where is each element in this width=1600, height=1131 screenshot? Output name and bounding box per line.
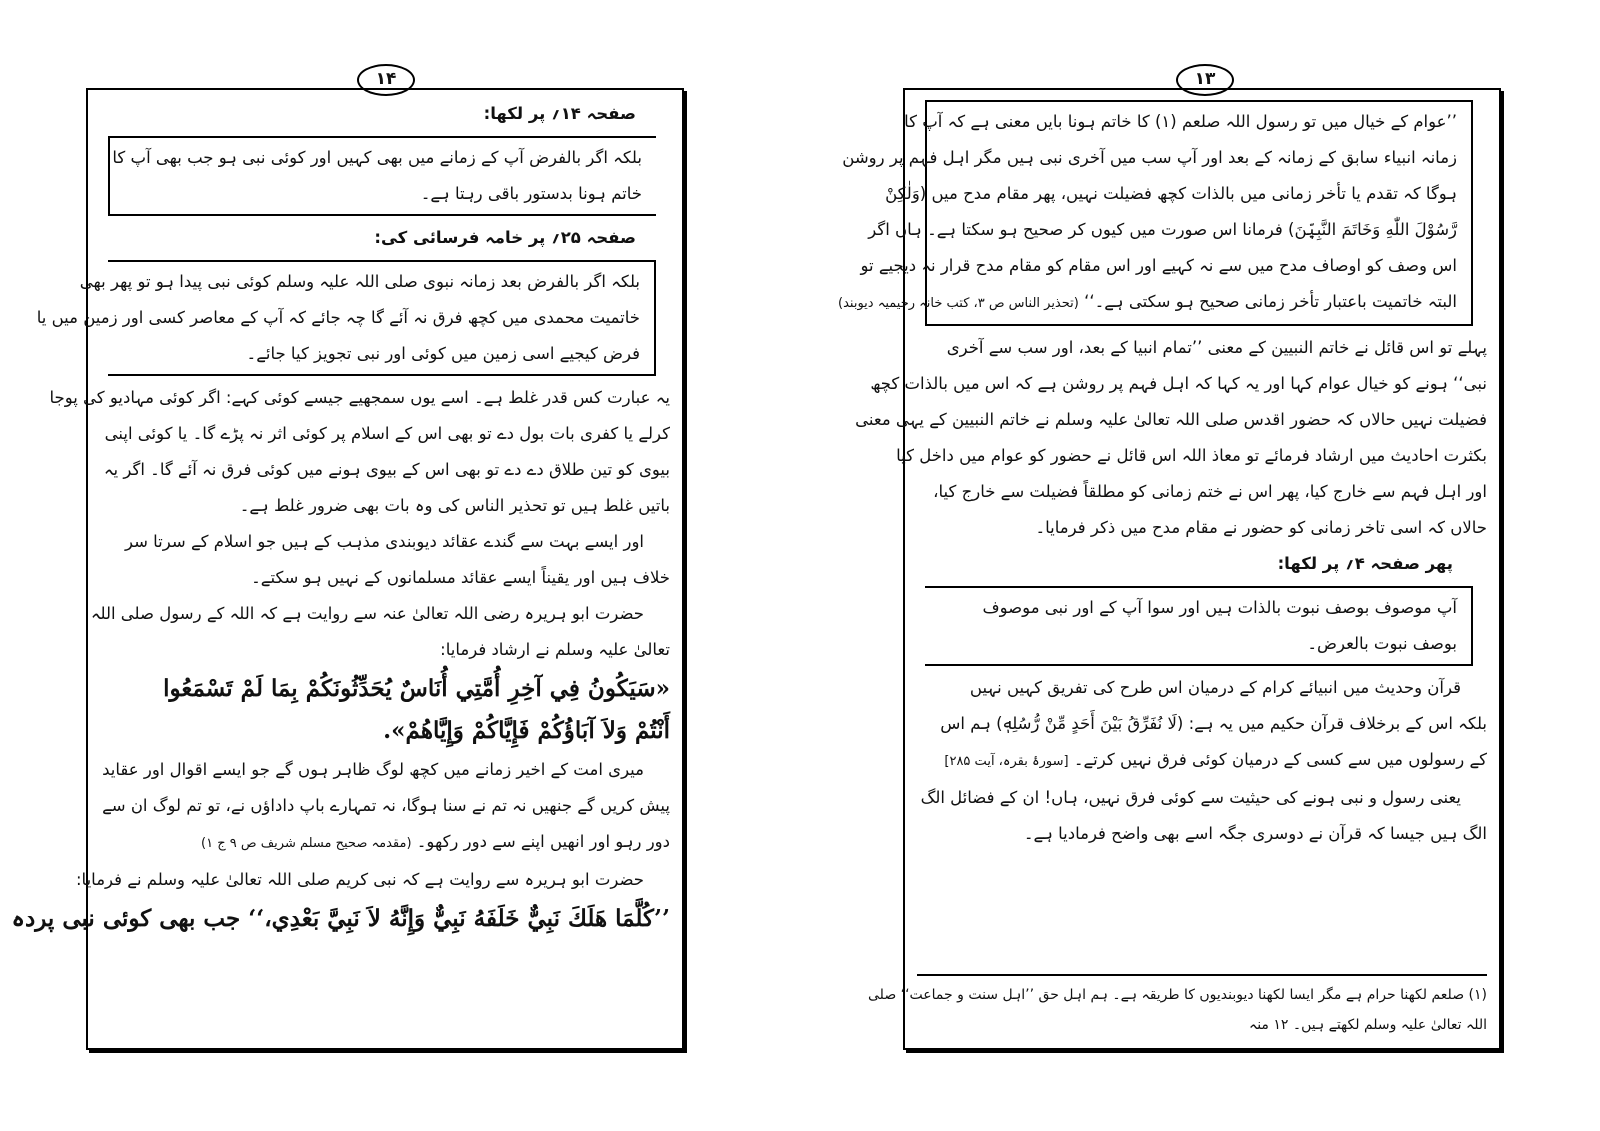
paragraph-line: فضیلت نہیں حالاں کہ حضور اقدس صلی اللہ تعالیٰ علیہ وسلم نے خاتم النبیین کے یہی معنی [855, 410, 1487, 429]
paragraph-line: پیش کریں گے جنھیں نہ تم نے سنا ہوگا، نہ تمہارے باپ داداؤں نے، تو تم لوگ ان سے [102, 796, 670, 815]
quote-line: خاتمیت محمدی میں کچھ فرق نہ آئے گا چہ جائے کہ آپ کے معاصر کسی اور زمین میں یا [36, 308, 640, 327]
quote-line: آپ موصوف بوصف نبوت بالذات ہیں اور سوا آپ کے اور نبی موصوف [982, 598, 1457, 617]
paragraph-line: اور ایسے بہت سے گندے عقائد دیوبندی مذہب کے ہیں جو اسلام کے سرتا سر [124, 532, 644, 551]
quote-line: ہوگا کہ تقدم یا تأخر زمانی میں بالذات کچھ فضیلت نہیں، پھر مقام مدح میں (وَلٰكِنْ [885, 184, 1457, 203]
reference-citation: (تحذیر الناس ص ۳، کتب خانہ رحیمیہ دیوبند) [838, 296, 1079, 311]
quote-text: البتہ خاتمیت باعتبار تأخر زمانی صحیح ہو سکتی ہے۔‘‘ [1084, 292, 1457, 311]
paragraph-line: قرآن وحدیث میں انبیائے کرام کے درمیان اس طرح کی تفریق کہیں نہیں [969, 678, 1461, 697]
footnote-line: (۱) صلعم لکھنا حرام ہے مگر ایسا لکھنا دیوبندیوں کا طریقہ ہے۔ ہم اہل حق ’’اہل سنت و جماعت‘‘ صلی [868, 987, 1487, 1003]
left-page-content [11, 96, 670, 940]
paragraph-line: حالاں کہ اسی تاخر زمانی کو حضور نے مقام مدح میں ذکر فرمایا۔ [1035, 518, 1487, 537]
paragraph-line: الگ ہیں جیسا کہ قرآن نے دوسری جگہ اسے بھی واضح فرمادیا ہے۔ [1023, 824, 1487, 843]
page-number-right: ۱۳ [1176, 64, 1234, 96]
footnote-line: اللہ تعالیٰ علیہ وسلم لکھتے ہیں۔ ۱۲ منہ [1248, 1017, 1487, 1033]
quote-line: بلکہ اگر بالفرض آپ کے زمانے میں بھی کہیں اور کوئی نبی ہو جب بھی آپ کا [112, 148, 642, 167]
quote-box-1 [108, 136, 656, 216]
page-number-left: ۱۴ [357, 64, 415, 96]
heading-page4: پھر صفحہ ۴؍ پر لکھا: [1277, 554, 1453, 573]
hadith-arabic-line: «سَيَكُونُ فِي آخِرِ أُمَّتِي أُنَاسٌ يُحَدِّثُونَكُمْ بِمَا لَمْ تَسْمَعُوا [163, 675, 670, 702]
paragraph-line: حضرت ابو ہریرہ سے روایت ہے کہ نبی کریم صلی اللہ تعالیٰ علیہ وسلم نے فرمایا: [76, 870, 644, 889]
paragraph-line: پہلے تو اس قائل نے خاتم النبیین کے معنی ’’تمام انبیا کے بعد، اور سب سے آخری [946, 338, 1487, 357]
reference-citation: (مقدمہ صحیح مسلم شریف ص ۹ ج ۱) [201, 836, 412, 851]
paragraph-line: باتیں غلط ہیں تو تحذیر الناس کی وہ بات بھی ضرور غلط ہے۔ [239, 496, 670, 515]
paragraph-line: یہ عبارت کس قدر غلط ہے۔ اسے یوں سمجھیے جیسے کوئی کہے: اگر کوئی مہادیو کی پوجا [49, 388, 670, 407]
paragraph-line: اور اہل فہم سے خارج کیا، پھر اس نے ختم زمانی کو مطلقاً فضیلت سے خارج کیا، [933, 482, 1487, 501]
paragraph-line [100, 824, 670, 862]
quote-line: بلکہ اگر بالفرض بعد زمانہ نبوی صلی اللہ علیہ وسلم کوئی نبی پیدا ہو تو پھر بھی [79, 272, 640, 291]
paragraph-text: کے رسولوں میں سے کسی کے درمیان کوئی فرق نہیں کرتے۔ [1073, 750, 1487, 769]
quote-line: فرض کیجیے اسی زمین میں کوئی اور نبی تجویز کیا جائے۔ [246, 344, 640, 363]
reference-citation: [سورۂ بقرہ، آیت ۲۸۵] [944, 754, 1069, 769]
quote-line: زمانہ انبیاء سابق کے زمانہ کے بعد اور آپ سب میں آخری نبی ہیں مگر اہل فہم پر روشن [842, 148, 1457, 167]
paragraph-line: بکثرت احادیث میں ارشاد فرمائے تو معاذ اللہ اس قائل نے حضور کو عوام میں داخل کیا [896, 446, 1487, 465]
paragraph-text: دور رہو اور انھیں اپنے سے دور رکھو۔ [416, 832, 670, 851]
quote-box-2 [36, 260, 656, 376]
right-page-content [838, 96, 1487, 852]
quote-line: ’’عوام کے خیال میں تو رسول اللہ صلعم (۱) کا خاتم ہونا بایں معنی ہے کہ آپ کا [904, 112, 1457, 131]
right-page [838, 88, 1501, 1050]
paragraph-line: نبی‘‘ ہونے کو خیال عوام کہا اور یہ کہا کہ اہل فہم پر روشن ہے کہ اس میں بالذات کچھ [870, 374, 1487, 393]
hadith-arabic-line: أَنْتُمْ وَلاَ آبَاؤُكُمْ فَإِيَّاكُمْ وَإِيَّاهُمْ». [383, 717, 670, 744]
quote-line: اس وصف کو اوصاف مدح میں سے نہ کہیے اور اس مقام کو مقام مدح قرار نہ دیجیے تو [860, 256, 1457, 275]
paragraph-line [917, 742, 1487, 780]
footnote [868, 974, 1487, 1040]
quote-line: رَّسُوْلَ اللّٰهِ وَخَاتَمَ النَّبِيّٖنَ) فرمانا اس صورت میں کیوں کر صحیح ہو سکتا ہے۔ ہاں اگر [868, 220, 1457, 239]
paragraph-line: میری امت کے اخیر زمانے میں کچھ لوگ ظاہر ہوں گے جو ایسے اقوال اور عقاید [102, 760, 644, 779]
quote-line [838, 284, 1457, 322]
hadith-arabic-line: ’’كُلَّمَا هَلَكَ نَبِيٌّ خَلَفَهُ نَبِيٌّ وَإِنَّهُ لاَ نَبِيَّ بَعْدِي،‘‘ جب بھی کوئی نبی پردہ [11, 905, 670, 932]
paragraph-line: تعالیٰ علیہ وسلم نے ارشاد فرمایا: [440, 640, 670, 659]
quote-line: بوصف نبوت بالعرض۔ [1307, 634, 1457, 653]
left-page [11, 88, 684, 1050]
paragraph-line: یعنی رسول و نبی ہونے کی حیثیت سے کوئی فرق نہیں، ہاں! ان کے فضائل الگ [920, 788, 1461, 807]
paragraph-line: بیوی کو تین طلاق دے دے تو بھی اس کے بیوی ہونے میں کوئی فرق نہ آئے گا۔ اگر یہ [103, 460, 670, 479]
paragraph-line: بلکہ اس کے برخلاف قرآن حکیم میں یہ ہے: (لَا نُفَرِّقُ بَيْنَ أَحَدٍ مِّنْ رُّسُلِهٖ) ہم اس [940, 714, 1487, 733]
paragraph-line: خلاف ہیں اور یقیناً ایسے عقائد مسلمانوں کے نہیں ہو سکتے۔ [251, 568, 670, 587]
paragraph-line: حضرت ابو ہریرہ رضی اللہ تعالیٰ عنہ سے روایت ہے کہ اللہ کے رسول صلی اللہ [90, 604, 644, 623]
paragraph-line: کرلے یا کفری بات بول دے تو بھی اس کے اسلام پر کوئی اثر نہ پڑے گا۔ یا کوئی اپنی [104, 424, 670, 443]
heading-page25: صفحہ ۲۵؍ پر خامہ فرسائی کی: [374, 228, 636, 247]
quote-box-3 [925, 586, 1473, 666]
quote-line: خاتم ہونا بدستور باقی رہتا ہے۔ [420, 184, 642, 203]
heading-page14: صفحہ ۱۴؍ پر لکھا: [483, 104, 636, 123]
quote-box-tahzir [838, 100, 1473, 326]
